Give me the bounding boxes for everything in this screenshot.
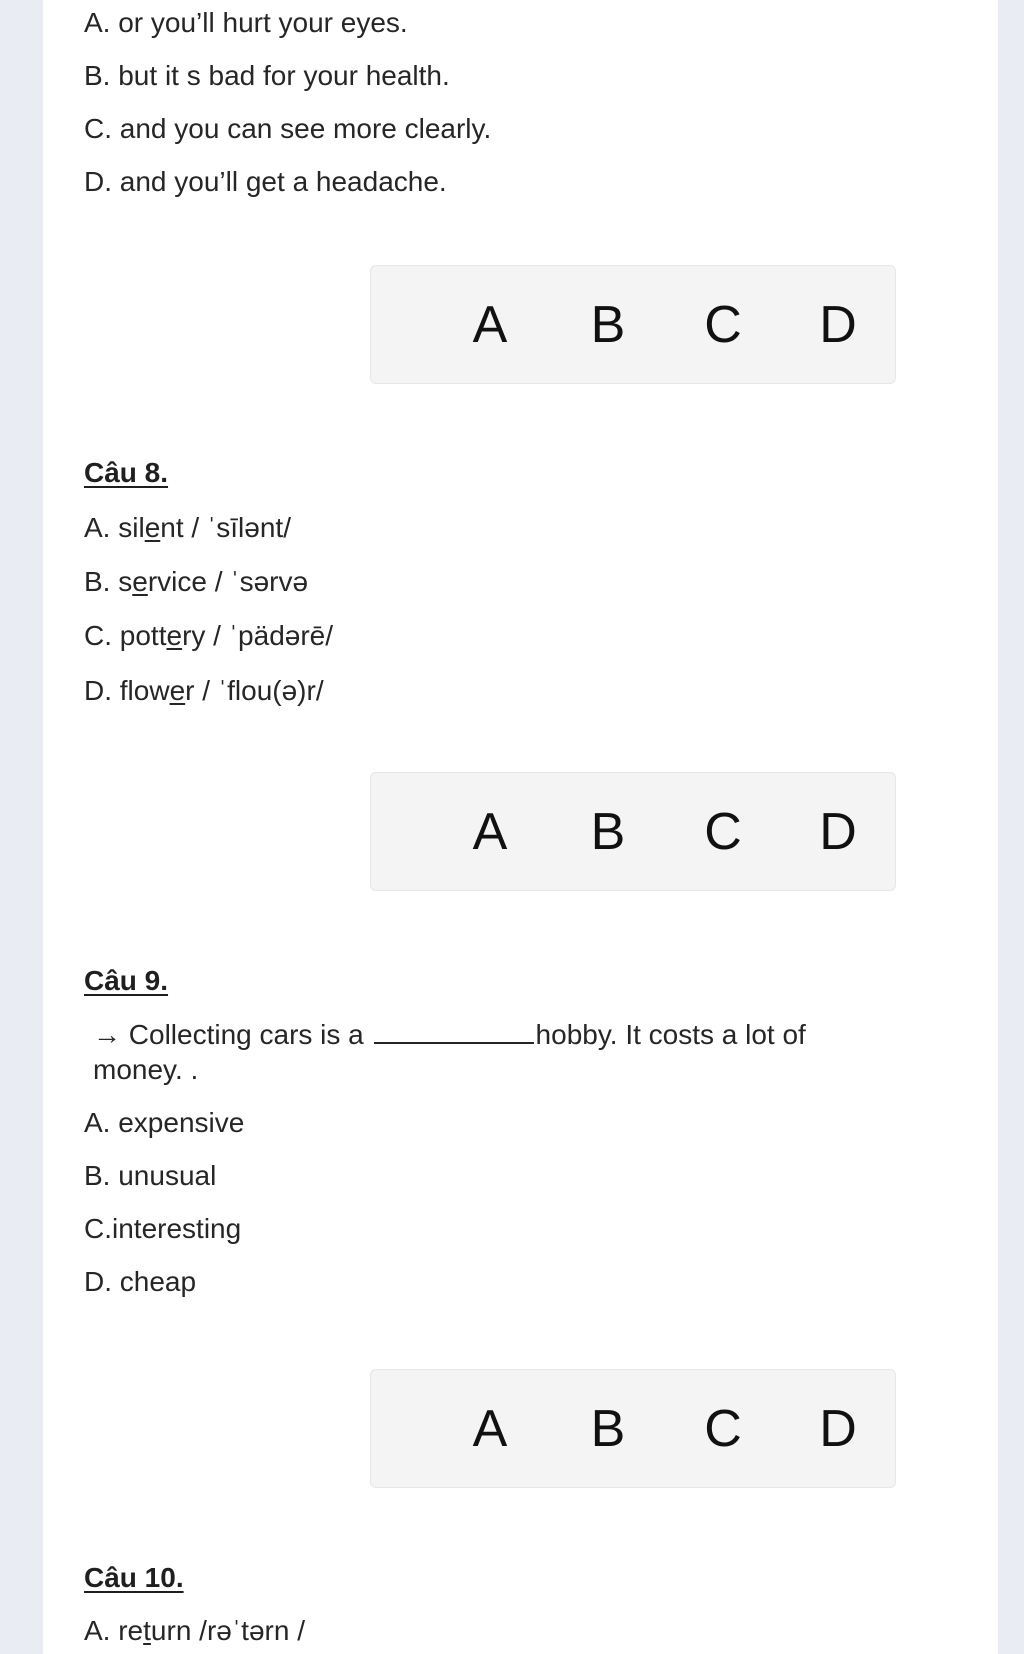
q9-answer-a-button[interactable]: A [472,1400,508,1458]
q9-option-d: D. cheap [84,1266,197,1297]
q9-title: Câu 9. [84,965,169,996]
q8-answer-a-button[interactable]: A [472,803,508,861]
q7-answer-a-button[interactable]: A [472,296,508,354]
q8-title: Câu 8. [84,457,169,488]
q8-answer-b-button[interactable]: B [590,803,626,861]
q7-answer-choices [370,265,896,384]
q8-answer-choices [370,772,896,891]
q9-prompt: → Collecting cars is a hobby. It costs a lot of [93,1019,806,1050]
q7-answer-c-button[interactable]: C [704,296,742,354]
q9-option-a: A. expensive [84,1107,245,1138]
q8-option-b: B. service / ˈsərvə [84,566,309,597]
q7-option-c: C. and you can see more clearly. [84,113,492,144]
q9-blank [374,1018,534,1044]
q8-option-d: D. flower / ˈflou(ə)r/ [84,675,324,706]
q9-option-b: B. unusual [84,1160,217,1191]
q7-option-b: B. but it s bad for your health. [84,60,450,91]
q7-answer-d-button[interactable]: D [819,296,857,354]
q10-option-a: A. return /rəˈtərn / [84,1615,305,1646]
q9-answer-choices [370,1369,896,1488]
q9-answer-d-button[interactable]: D [819,1400,857,1458]
question-sheet [43,0,998,1654]
q9-prompt-line2: money. . [93,1054,199,1085]
q8-option-a: A. silent / ˈsīlənt/ [84,512,291,543]
q8-answer-d-button[interactable]: D [819,803,857,861]
q7-option-a: A. or you’ll hurt your eyes. [84,7,408,38]
q8-option-c: C. pottery / ˈpädərē/ [84,620,334,651]
q8-answer-c-button[interactable]: C [704,803,742,861]
q7-option-d: D. and you’ll get a headache. [84,166,447,197]
q9-answer-b-button[interactable]: B [590,1400,626,1458]
q9-option-c: C.interesting [84,1213,242,1244]
q7-answer-b-button[interactable]: B [590,296,626,354]
q9-answer-c-button[interactable]: C [704,1400,742,1458]
q10-title: Câu 10. [84,1562,184,1593]
